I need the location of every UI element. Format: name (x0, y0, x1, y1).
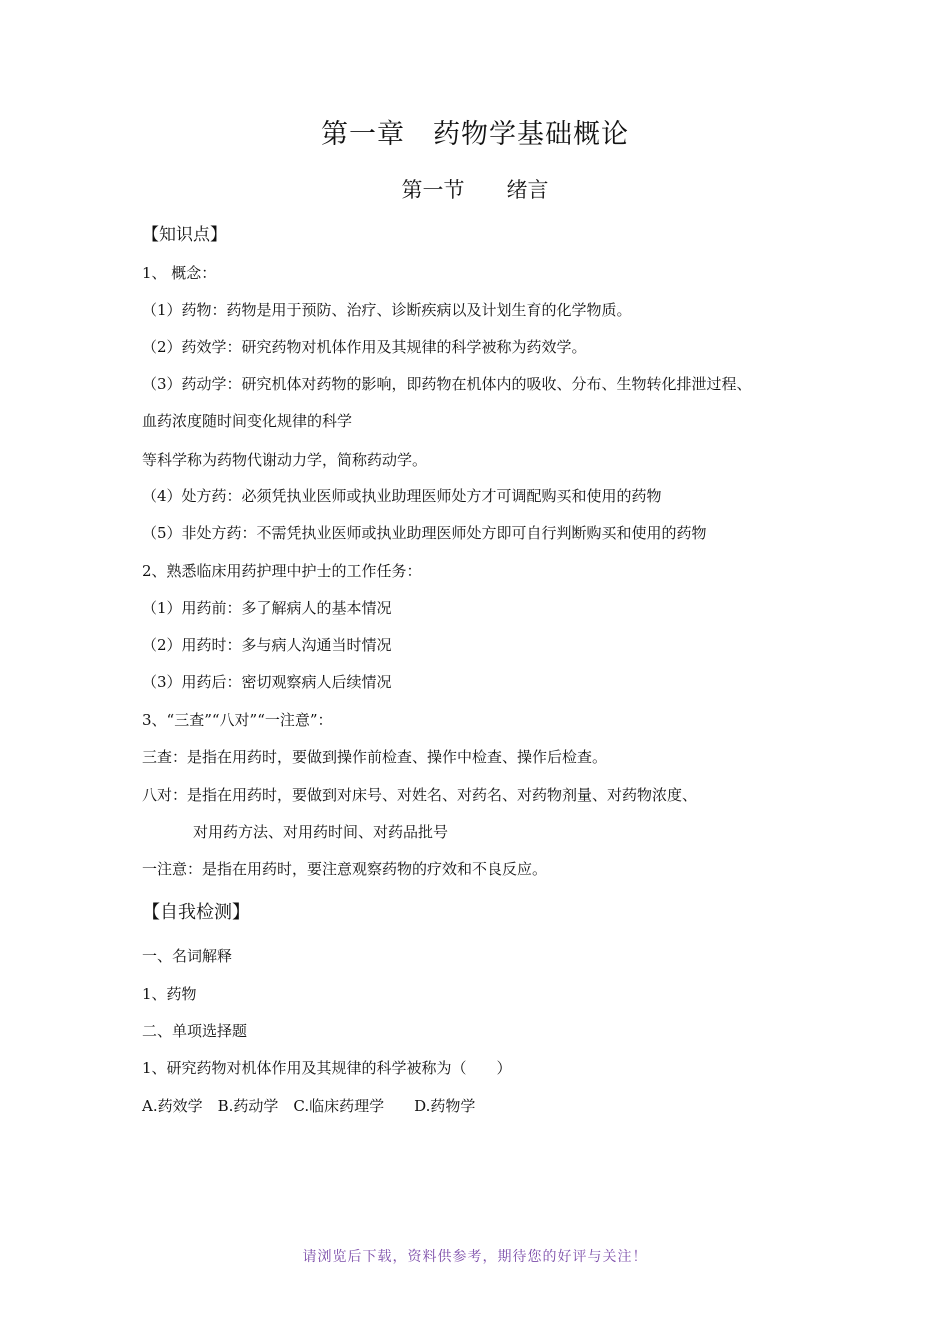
checks-heading: 3、“三查”“八对”“一注意”： (142, 711, 333, 729)
definition-pharmacokinetics-cont: 血药浓度随时间变化规律的科学 (142, 412, 353, 430)
definition-prescription-drug: （4）处方药：必须凭执业医师或执业助理医师处方才可调配购买和使用的药物 (142, 487, 662, 505)
concept-heading: 1、 概念： (142, 264, 217, 282)
footer-note: 请浏览后下载，资料供参考，期待您的好评与关注！ (302, 1249, 648, 1265)
question-1: 1、研究药物对机体作用及其规律的科学被称为（ ） (142, 1059, 512, 1077)
eight-verifications-cont: 对用药方法、对用药时间、对药品批号 (193, 823, 449, 841)
task-during-medication: （2）用药时：多与病人沟通当时情况 (142, 636, 392, 654)
definition-otc-drug: （5）非处方药：不需凭执业医师或执业助理医师处方即可自行判断购买和使用的药物 (142, 524, 707, 542)
definition-pharmacokinetics-end: 等科学称为药物代谢动力学，简称药动学。 (142, 451, 428, 469)
definition-pharmacokinetics: （3）药动学：研究机体对药物的影响，即药物在机体内的吸收、分布、生物转化排泄过程、 (142, 375, 752, 393)
question-1-options: A.药效学 B.药动学 C.临床药理学 D.药物学 (142, 1097, 476, 1115)
eight-verifications: 八对：是指在用药时，要做到对床号、对姓名、对药名、对药物剂量、对药物浓度、 (142, 786, 698, 804)
term-explanation-heading: 一、名词解释 (142, 947, 233, 965)
definition-pharmacodynamics: （2）药效学：研究药物对机体作用及其规律的科学被称为药效学。 (142, 338, 587, 356)
chapter-title: 第一章 药物学基础概论 (321, 119, 629, 150)
knowledge-heading: 【知识点】 (142, 225, 227, 245)
nurse-tasks-heading: 2、熟悉临床用药护理中护士的工作任务： (142, 562, 422, 580)
task-before-medication: （1）用药前：多了解病人的基本情况 (142, 599, 392, 617)
definition-drug: （1）药物：药物是用于预防、治疗、诊断疾病以及计划生育的化学物质。 (142, 301, 632, 319)
section-title: 第一节 绪言 (401, 178, 549, 202)
one-attention: 一注意：是指在用药时，要注意观察药物的疗效和不良反应。 (142, 860, 548, 878)
single-choice-heading: 二、单项选择题 (142, 1022, 248, 1040)
three-checks: 三查：是指在用药时，要做到操作前检查、操作中检查、操作后检查。 (142, 748, 608, 766)
task-after-medication: （3）用药后：密切观察病人后续情况 (142, 673, 392, 691)
self-test-heading: 【自我检测】 (142, 902, 250, 923)
term-item-drug: 1、药物 (142, 985, 197, 1003)
